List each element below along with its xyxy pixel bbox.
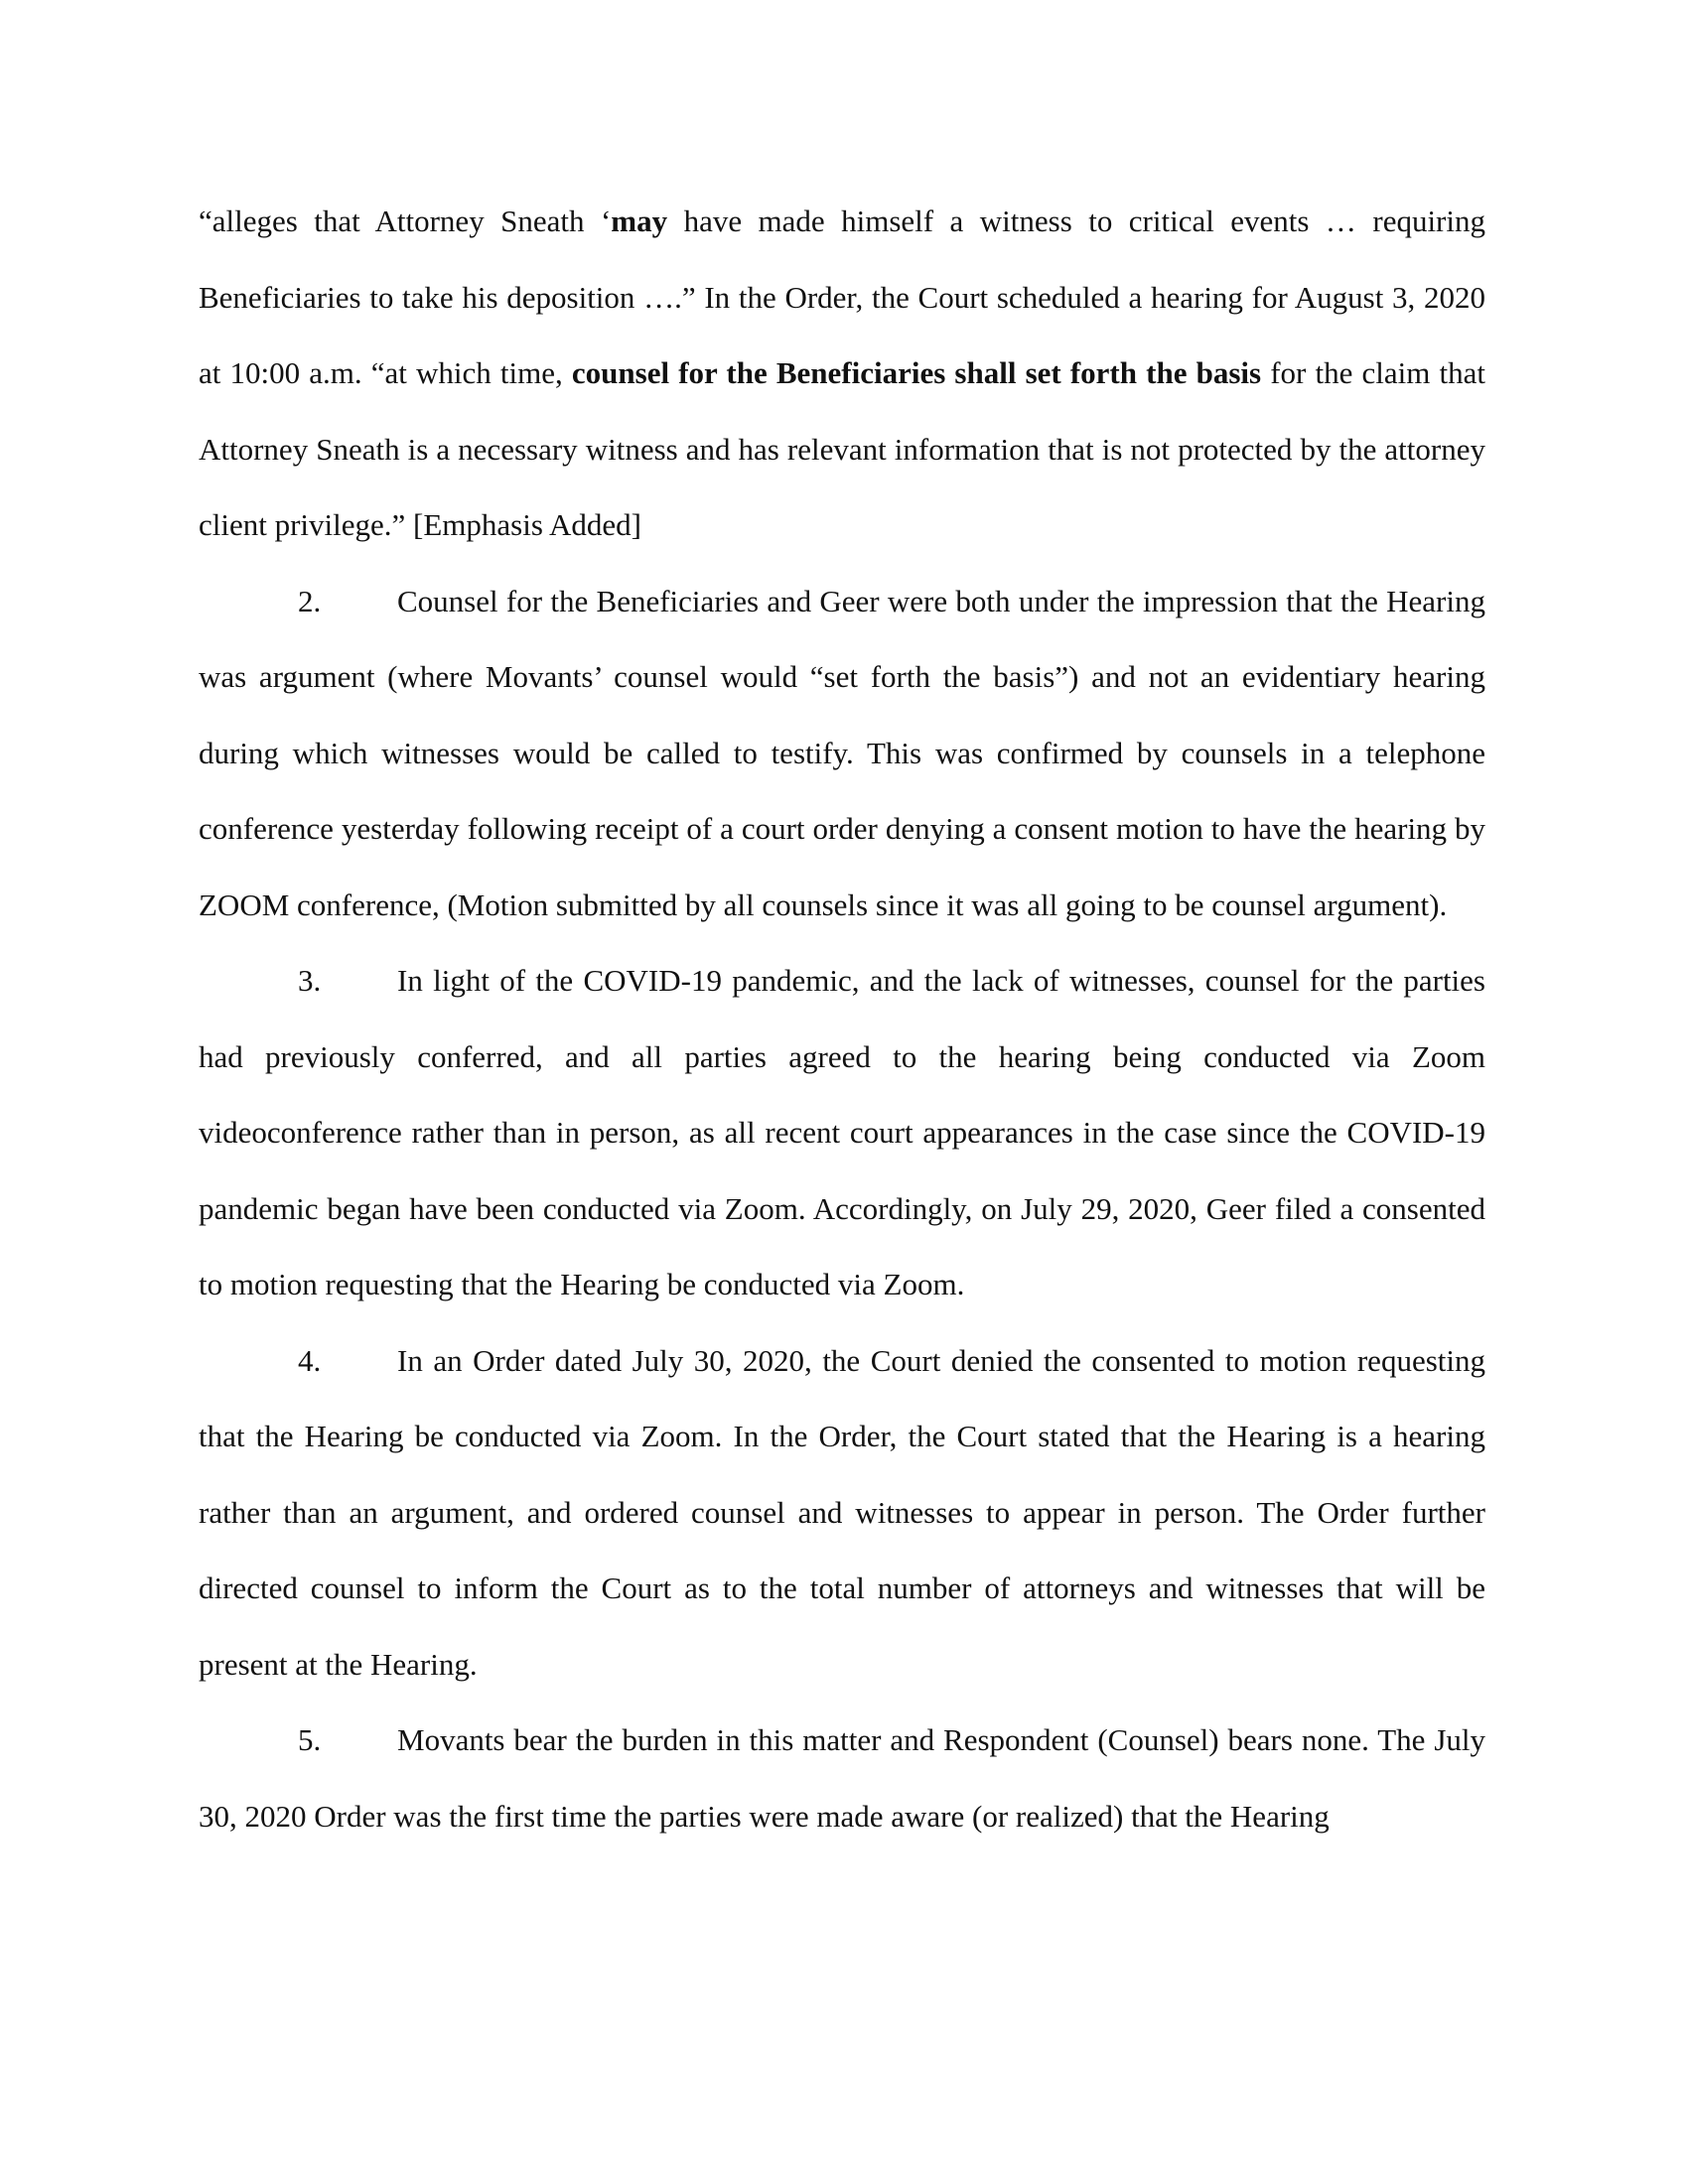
paragraph-text: In an Order dated July 30, 2020, the Court denied the consented to motion requesting that the Hearing be conducted via Zoom. In the Order, the Court stated that the Hearing is a hearing rather than an argument, and ordered counsel and witnesses to appear in person. The Order further directed counsel to inform the Court as to the total number of attorneys and witnesses that will be present at the Hearing. [199, 1342, 1485, 1682]
emphasis-counsel-basis: counsel for the Beneficiaries shall set forth the basis [571, 355, 1262, 390]
paragraph-continued-text-2: have made himself a witness to critical events … requiring Beneficiaries to take his deposition ….” In the Order, the Court scheduled a hearing for August 3, 2020 at 10:00 a.m. “at which time, [199, 204, 1485, 390]
paragraph-text: In light of the COVID-19 pandemic, and the lack of witnesses, counsel for the parties had previously conferred, and all parties agreed to the hearing being conducted via Zoom videoconference rather than in person, as all recent court appearances in the case since the COVID-19 pandemic began have been conducted via Zoom. Accordingly, on July 29, 2020, Geer filed a consented to motion requesting that the Hearing be conducted via Zoom. [199, 963, 1485, 1301]
paragraph-2 [199, 564, 1485, 944]
paragraph-number: 5. [298, 1722, 322, 1757]
paragraph-text: Counsel for the Beneficiaries and Geer were both under the impression that the Hearing was argument (where Movants’ counsel would “set forth the basis”) and not an evidentiary hearing during which witnesses would be called to testify. This was confirmed by counsels in a telephone conference yesterday following receipt of a court order denying a consent motion to have the hearing by ZOOM conference, (Motion submitted by all counsels since it was all going to be counsel argument). [199, 583, 1485, 922]
document-body [199, 184, 1485, 1854]
paragraph-number: 3. [298, 963, 322, 998]
paragraph-5 [199, 1703, 1485, 1854]
paragraph-continued-text-1: “alleges that Attorney Sneath ‘ [199, 204, 612, 238]
paragraph-number: 4. [298, 1342, 322, 1378]
paragraph-4 [199, 1323, 1485, 1704]
paragraph-text: Movants bear the burden in this matter and Respondent (Counsel) bears none. The July 30, 2020 Order was the first time the parties were made aware (or realized) that the Hearing [199, 1722, 1485, 1834]
emphasis-may: may [611, 204, 668, 238]
paragraph-continued-text-3: for the claim that Attorney Sneath is a necessary witness and has relevant information that is not protected by the attorney client privilege.” [Emphasis Added] [199, 355, 1485, 542]
paragraph-number: 2. [298, 583, 322, 618]
paragraph-3 [199, 943, 1485, 1323]
paragraph-continued [199, 184, 1485, 564]
